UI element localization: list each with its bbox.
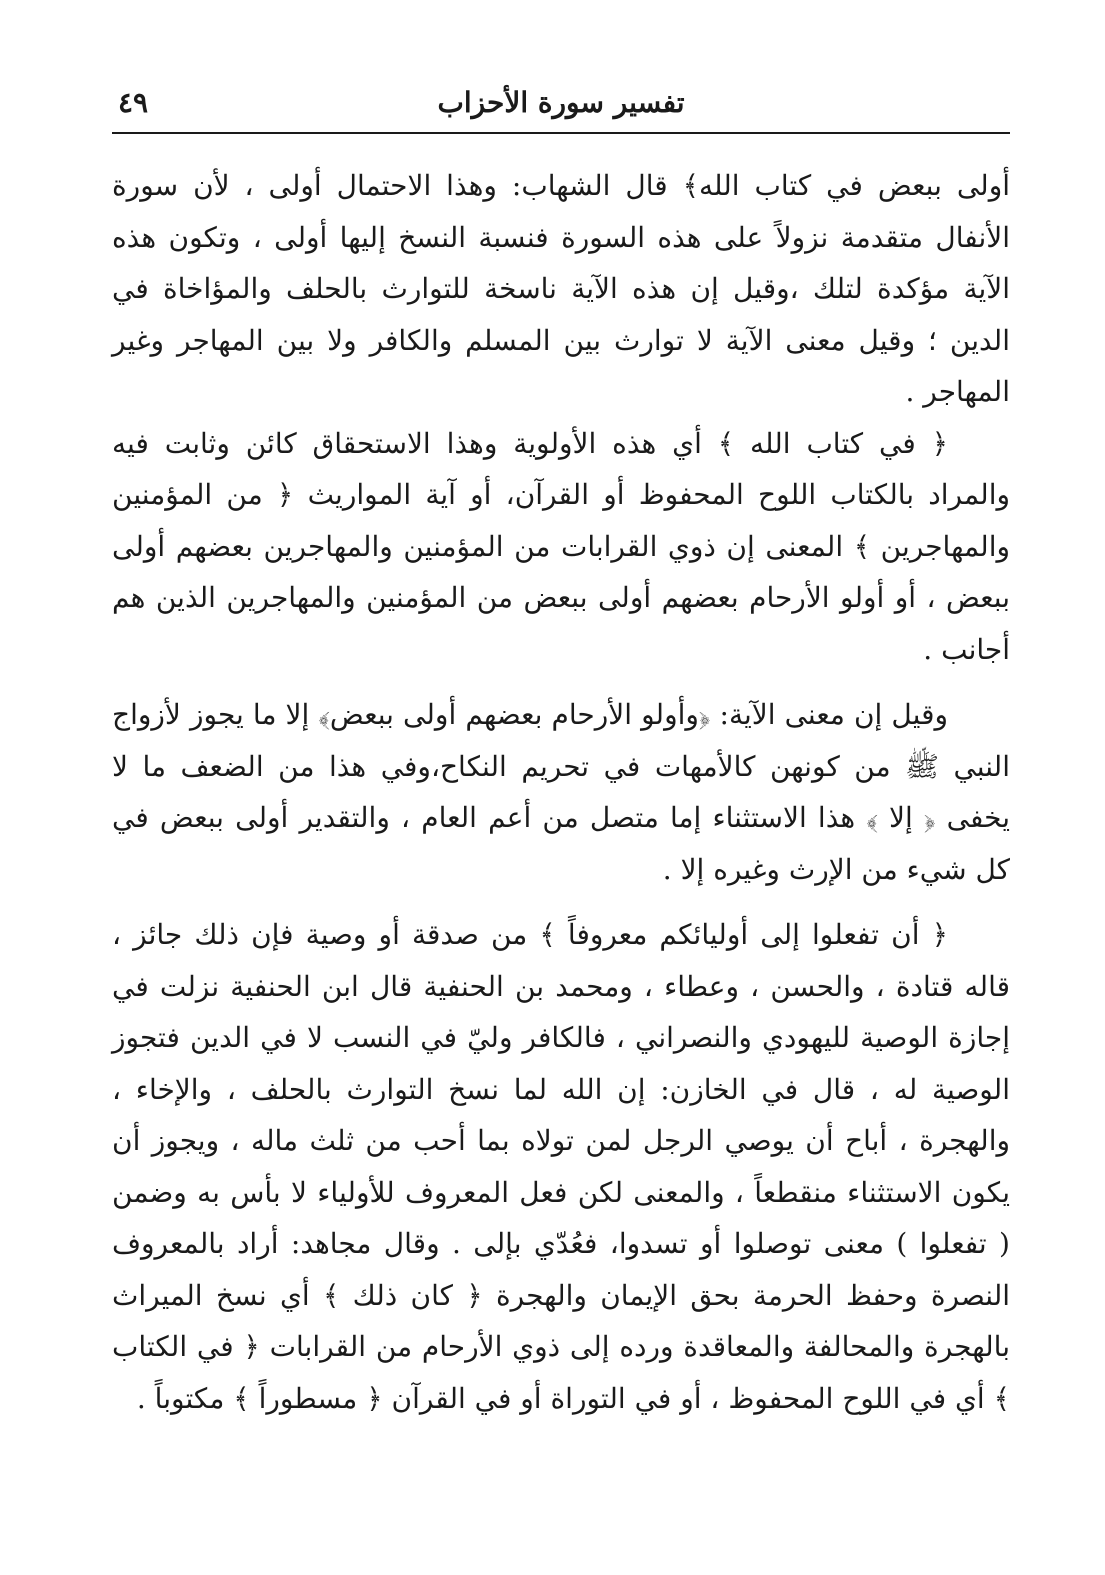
page-number: ٤٩ — [118, 86, 149, 119]
body-text — [112, 160, 1010, 1424]
header-rule — [112, 132, 1010, 134]
page-header — [112, 84, 1010, 132]
running-title: تفسير سورة الأحزاب — [437, 86, 685, 119]
paragraph-3: وقيل إن معنى الآية: ﴿وأولو الأرحام بعضهم أولى ببعض﴾ إلا ما يجوز لأزواج النبي ﷺ من كونهن كالأمهات في تحريم النكاح،وفي هذا من الضعف ما لا يخفى ﴿ إلا ﴾ هذا الاستثناء إما متصل من أعم العام ، والتقدير أولى ببعض في كل شيء من الإرث وغيره إلا . — [112, 698, 1010, 886]
paragraph-4: ﴿ أن تفعلوا إلى أوليائكم معروفاً ﴾ من صدقة أو وصية فإن ذلك جائز ، قاله قتادة ، والحسن ، وعطاء ، ومحمد بن الحنفية قال ابن الحنفية نزلت في إجازة الوصية لليهودي والنصراني ، فالكافر وليّ في النسب لا في الدين فتجوز الوصية له ، قال في الخازن: إن الله لما نسخ التوارث بالحلف ، والإخاء ، والهجرة ، أباح أن يوصي الرجل لمن تولاه بما أحب من ثلث ماله ، ويجوز أن يكون الاستثناء منقطعاً ، والمعنى لكن فعل المعروف للأولياء لا بأس به وضمن ( تفعلوا ) معنى توصلوا أو تسدوا، فعُدّي بإلى . وقال مجاهد: أراد بالمعروف النصرة وحفظ الحرمة بحق الإيمان والهجرة ﴿ كان ذلك ﴾ أي نسخ الميراث بالهجرة والمحالفة والمعاقدة ورده إلى ذوي الأرحام من القرابات ﴿ في الكتاب ﴾ أي في اللوح المحفوظ ، أو في التوراة أو في القرآن ﴿ مسطوراً ﴾ مكتوباً . — [112, 918, 1010, 1415]
paragraph-2: ﴿ في كتاب الله ﴾ أي هذه الأولوية وهذا الاستحقاق كائن وثابت فيه والمراد بالكتاب اللوح المحفوظ أو القرآن، أو آية المواريث ﴿ من المؤمنين والمهاجرين ﴾ المعنى إن ذوي القرابات من المؤمنين والمهاجرين بعضهم أولى ببعض ، أو أولو الأرحام بعضهم أولى ببعض من المؤمنين والمهاجرين الذين هم أجانب . — [112, 426, 1010, 666]
paragraph-1: أولى ببعض في كتاب الله﴾ قال الشهاب: وهذا الاحتمال أولى ، لأن سورة الأنفال متقدمة نزولاً على هذه السورة فنسبة النسخ إليها أولى ، وتكون هذه الآية مؤكدة لتلك ،وقيل إن هذه الآية ناسخة للتوارث بالحلف والمؤاخاة في الدين ؛ وقيل معنى الآية لا توارث بين المسلم والكافر ولا بين المهاجر وغير المهاجر . — [112, 169, 1010, 408]
